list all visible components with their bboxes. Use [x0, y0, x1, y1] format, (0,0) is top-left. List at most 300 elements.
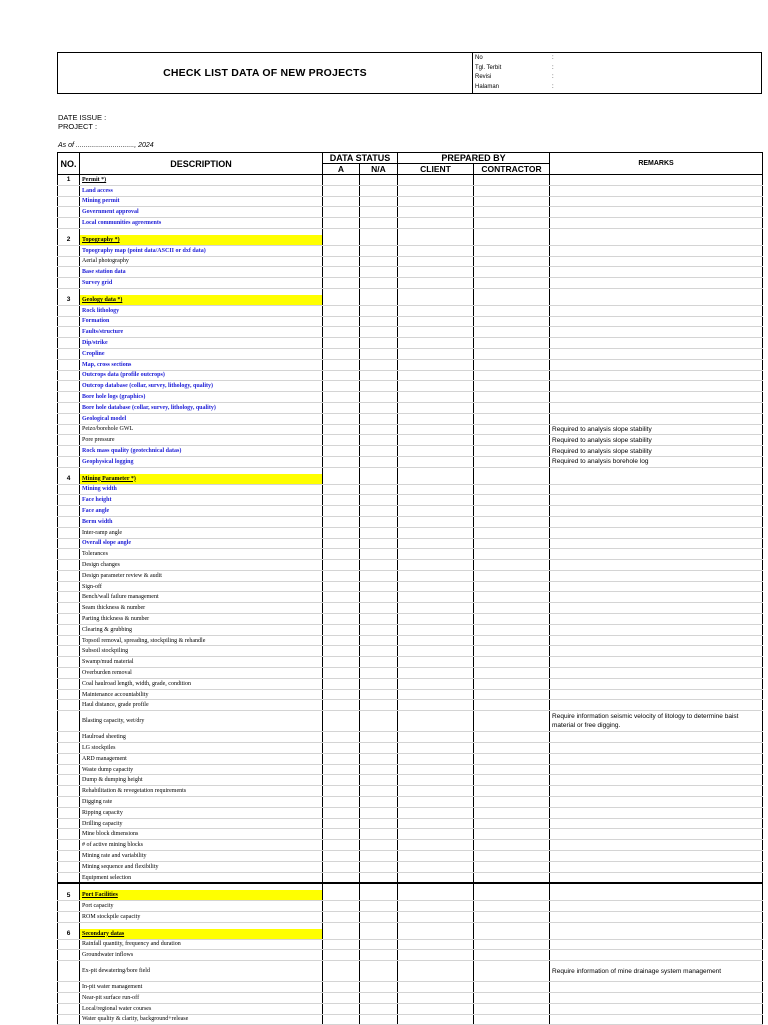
- status-a-cell: [323, 829, 360, 840]
- item-description: ROM stockpile capacity: [80, 912, 323, 923]
- status-a-cell: [323, 592, 360, 603]
- status-a-cell: [323, 218, 360, 229]
- table-row: [58, 516, 763, 527]
- table-row: [58, 689, 763, 700]
- table-row: [58, 851, 763, 862]
- item-description: Ripping capacity: [80, 807, 323, 818]
- row-number: [58, 196, 80, 207]
- row-number: [58, 484, 80, 495]
- client-cell: [398, 435, 474, 446]
- table-row: [58, 635, 763, 646]
- client-cell: [398, 207, 474, 218]
- section-number: 2: [58, 235, 80, 245]
- item-description: Parting thickness & number: [80, 614, 323, 625]
- remark-cell: [550, 786, 763, 797]
- client-cell: [398, 982, 474, 993]
- client-cell: [398, 861, 474, 872]
- status-a-cell: [323, 732, 360, 743]
- item-description: Tolerances: [80, 549, 323, 560]
- status-a-cell: [323, 305, 360, 316]
- table-row: [58, 348, 763, 359]
- table-row: [58, 381, 763, 392]
- client-cell: [398, 1003, 474, 1014]
- item-description: Digging rate: [80, 797, 323, 808]
- client-cell: [398, 603, 474, 614]
- client-cell: [398, 424, 474, 435]
- remark-cell: Required to analysis borehole log: [550, 456, 763, 467]
- item-description: Survey grid: [80, 278, 323, 289]
- contractor-cell: [474, 829, 550, 840]
- item-description: Subsoil stockpiling: [80, 646, 323, 657]
- contractor-cell: [474, 245, 550, 256]
- status-na-cell: [360, 807, 398, 818]
- status-a-cell: [323, 338, 360, 349]
- table-row: [58, 278, 763, 289]
- item-description: Groundwater inflows: [80, 950, 323, 961]
- table-row: [58, 456, 763, 467]
- table-row: [58, 700, 763, 711]
- item-description: Peizo/borehole GWL: [80, 424, 323, 435]
- client-cell: [398, 413, 474, 424]
- table-row: [58, 743, 763, 754]
- row-number: [58, 764, 80, 775]
- remark-cell: [550, 295, 763, 305]
- section-row: [58, 235, 763, 245]
- row-number: [58, 495, 80, 506]
- item-description: Base station data: [80, 267, 323, 278]
- client-cell: [398, 359, 474, 370]
- meta-value: :: [552, 64, 554, 71]
- client-cell: [398, 338, 474, 349]
- client-cell: [398, 775, 474, 786]
- row-number: [58, 992, 80, 1003]
- row-number: [58, 939, 80, 950]
- status-na-cell: [360, 939, 398, 950]
- status-na-cell: [360, 560, 398, 571]
- client-cell: [398, 267, 474, 278]
- table-row: [58, 495, 763, 506]
- status-na-cell: [360, 570, 398, 581]
- table-row: [58, 678, 763, 689]
- status-na-cell: [360, 527, 398, 538]
- table-row: [58, 764, 763, 775]
- row-number: [58, 516, 80, 527]
- contractor-cell: [474, 549, 550, 560]
- spacer-cell: [474, 883, 550, 890]
- row-number: [58, 207, 80, 218]
- remark-cell: [550, 581, 763, 592]
- table-row: [58, 402, 763, 413]
- table-row: [58, 603, 763, 614]
- meta-label: No: [475, 55, 483, 61]
- row-number: [58, 950, 80, 961]
- table-row: [58, 775, 763, 786]
- status-a-cell: [323, 359, 360, 370]
- remark-cell: [550, 413, 763, 424]
- spacer-row: [58, 883, 763, 890]
- client-cell: [398, 560, 474, 571]
- remark-cell: [550, 929, 763, 939]
- document-header: [57, 52, 762, 94]
- status-a-cell: [323, 624, 360, 635]
- item-description: Mining width: [80, 484, 323, 495]
- status-na-cell: [360, 840, 398, 851]
- row-number: [58, 982, 80, 993]
- remark-cell: [550, 256, 763, 267]
- item-description: Blasting capacity, wet/dry: [80, 711, 323, 732]
- row-number: [58, 392, 80, 403]
- status-a-cell: [323, 484, 360, 495]
- status-na-cell: [360, 218, 398, 229]
- row-number: [58, 861, 80, 872]
- remark-cell: [550, 950, 763, 961]
- item-description: Outcrop database (collar, survey, lithology, quality): [80, 381, 323, 392]
- client-cell: [398, 901, 474, 912]
- status-na-cell: [360, 929, 398, 939]
- item-description: Mine block dimensions: [80, 829, 323, 840]
- table-row: [58, 624, 763, 635]
- section-title: Port Facilities: [80, 890, 323, 900]
- row-number: [58, 872, 80, 883]
- row-number: [58, 711, 80, 732]
- status-na-cell: [360, 592, 398, 603]
- client-cell: [398, 657, 474, 668]
- client-cell: [398, 506, 474, 517]
- status-a-cell: [323, 840, 360, 851]
- table-row: [58, 732, 763, 743]
- status-a-cell: [323, 175, 360, 186]
- item-description: Topsoil removal, spreading, stockpiling & rehandle: [80, 635, 323, 646]
- remark-cell: Require information of mine drainage system management: [550, 961, 763, 982]
- client-cell: [398, 678, 474, 689]
- item-description: Geological model: [80, 413, 323, 424]
- remark-cell: [550, 743, 763, 754]
- status-a-cell: [323, 570, 360, 581]
- remark-cell: [550, 235, 763, 245]
- client-cell: [398, 818, 474, 829]
- client-cell: [398, 635, 474, 646]
- status-a-cell: [323, 267, 360, 278]
- table-row: [58, 267, 763, 278]
- status-a-cell: [323, 861, 360, 872]
- item-description: Inter-ramp angle: [80, 527, 323, 538]
- status-a-cell: [323, 982, 360, 993]
- item-description: Rehabilitation & revegetation requirements: [80, 786, 323, 797]
- contractor-cell: [474, 1003, 550, 1014]
- status-a-cell: [323, 807, 360, 818]
- status-na-cell: [360, 506, 398, 517]
- client-cell: [398, 764, 474, 775]
- status-na-cell: [360, 797, 398, 808]
- status-na-cell: [360, 603, 398, 614]
- row-number: [58, 581, 80, 592]
- status-na-cell: [360, 961, 398, 982]
- contractor-cell: [474, 807, 550, 818]
- status-na-cell: [360, 305, 398, 316]
- table-row: [58, 753, 763, 764]
- item-description: Land access: [80, 185, 323, 196]
- row-number: [58, 961, 80, 982]
- contractor-cell: [474, 207, 550, 218]
- table-row: [58, 950, 763, 961]
- client-cell: [398, 538, 474, 549]
- status-a-cell: [323, 538, 360, 549]
- contractor-cell: [474, 338, 550, 349]
- remark-cell: [550, 570, 763, 581]
- item-description: Waste dump capacity: [80, 764, 323, 775]
- client-cell: [398, 829, 474, 840]
- item-description: Berm width: [80, 516, 323, 527]
- item-description: Formation: [80, 316, 323, 327]
- remark-cell: Require information seismic velocity of litology to determine baist material or free digging.: [550, 711, 763, 732]
- status-a-cell: [323, 316, 360, 327]
- table-row: [58, 484, 763, 495]
- item-description: Haul distance, grade profile: [80, 700, 323, 711]
- row-number: [58, 592, 80, 603]
- status-a-cell: [323, 474, 360, 484]
- table-row: [58, 912, 763, 923]
- client-cell: [398, 851, 474, 862]
- remark-cell: [550, 614, 763, 625]
- section-number: 6: [58, 929, 80, 939]
- row-number: [58, 851, 80, 862]
- row-number: [58, 245, 80, 256]
- spacer-cell: [550, 883, 763, 890]
- item-description: Mining permit: [80, 196, 323, 207]
- contractor-cell: [474, 316, 550, 327]
- table-row: [58, 207, 763, 218]
- contractor-cell: [474, 657, 550, 668]
- remark-cell: [550, 370, 763, 381]
- row-number: [58, 797, 80, 808]
- item-description: # of active mining blocks: [80, 840, 323, 851]
- status-na-cell: [360, 646, 398, 657]
- client-cell: [398, 840, 474, 851]
- client-cell: [398, 392, 474, 403]
- remark-cell: [550, 327, 763, 338]
- client-cell: [398, 797, 474, 808]
- contractor-cell: [474, 861, 550, 872]
- status-a-cell: [323, 851, 360, 862]
- contractor-cell: [474, 506, 550, 517]
- status-na-cell: [360, 474, 398, 484]
- status-a-cell: [323, 657, 360, 668]
- contractor-cell: [474, 256, 550, 267]
- item-description: Faults/structure: [80, 327, 323, 338]
- client-cell: [398, 456, 474, 467]
- status-na-cell: [360, 424, 398, 435]
- status-a-cell: [323, 235, 360, 245]
- status-a-cell: [323, 207, 360, 218]
- table-row: [58, 901, 763, 912]
- contractor-cell: [474, 185, 550, 196]
- contractor-cell: [474, 392, 550, 403]
- client-cell: [398, 753, 474, 764]
- remark-cell: [550, 538, 763, 549]
- item-description: Overall slope angle: [80, 538, 323, 549]
- status-a-cell: [323, 950, 360, 961]
- status-na-cell: [360, 700, 398, 711]
- row-number: [58, 668, 80, 679]
- remark-cell: [550, 668, 763, 679]
- row-number: [58, 901, 80, 912]
- as-of-line: As of .............................., 2024: [58, 142, 154, 149]
- item-description: Equipment selection: [80, 872, 323, 883]
- row-number: [58, 327, 80, 338]
- table-row: [58, 570, 763, 581]
- row-number: [58, 786, 80, 797]
- remark-cell: [550, 381, 763, 392]
- status-a-cell: [323, 278, 360, 289]
- status-na-cell: [360, 668, 398, 679]
- remark-cell: [550, 635, 763, 646]
- item-description: Local/regional water courses: [80, 1003, 323, 1014]
- row-number: [58, 657, 80, 668]
- section-number: 4: [58, 474, 80, 484]
- status-na-cell: [360, 872, 398, 883]
- status-na-cell: [360, 678, 398, 689]
- meta-label: Revisi: [475, 74, 492, 81]
- client-cell: [398, 235, 474, 245]
- status-na-cell: [360, 381, 398, 392]
- contractor-cell: [474, 689, 550, 700]
- client-cell: [398, 614, 474, 625]
- contractor-cell: [474, 818, 550, 829]
- table-row: [58, 807, 763, 818]
- item-description: Bore hole database (collar, survey, lithology, quality): [80, 402, 323, 413]
- table-row: [58, 1014, 763, 1025]
- section-number: 5: [58, 890, 80, 900]
- contractor-cell: [474, 175, 550, 186]
- remark-cell: [550, 753, 763, 764]
- contractor-cell: [474, 929, 550, 939]
- item-description: Water quality & clarity, background+release: [80, 1014, 323, 1025]
- status-na-cell: [360, 635, 398, 646]
- header-remarks: REMARKS: [550, 153, 763, 175]
- table-row: [58, 818, 763, 829]
- row-number: [58, 775, 80, 786]
- contractor-cell: [474, 851, 550, 862]
- remark-cell: [550, 218, 763, 229]
- contractor-cell: [474, 592, 550, 603]
- contractor-cell: [474, 678, 550, 689]
- status-a-cell: [323, 635, 360, 646]
- row-number: [58, 402, 80, 413]
- remark-cell: [550, 474, 763, 484]
- remark-cell: [550, 516, 763, 527]
- document-meta: [475, 54, 760, 92]
- status-na-cell: [360, 495, 398, 506]
- row-number: [58, 700, 80, 711]
- client-cell: [398, 592, 474, 603]
- status-na-cell: [360, 549, 398, 560]
- status-a-cell: [323, 527, 360, 538]
- client-cell: [398, 689, 474, 700]
- contractor-cell: [474, 218, 550, 229]
- status-na-cell: [360, 413, 398, 424]
- client-cell: [398, 786, 474, 797]
- remark-cell: [550, 901, 763, 912]
- status-a-cell: [323, 495, 360, 506]
- remark-cell: [550, 797, 763, 808]
- status-a-cell: [323, 392, 360, 403]
- row-number: [58, 743, 80, 754]
- remark-cell: [550, 175, 763, 186]
- status-a-cell: [323, 764, 360, 775]
- contractor-cell: [474, 348, 550, 359]
- contractor-cell: [474, 581, 550, 592]
- row-number: [58, 1003, 80, 1014]
- table-row: [58, 861, 763, 872]
- table-row: [58, 435, 763, 446]
- client-cell: [398, 484, 474, 495]
- item-description: Haulroad sheeting: [80, 732, 323, 743]
- row-number: [58, 424, 80, 435]
- contractor-cell: [474, 456, 550, 467]
- row-number: [58, 624, 80, 635]
- remark-cell: [550, 912, 763, 923]
- table-row: [58, 327, 763, 338]
- status-na-cell: [360, 446, 398, 457]
- remark-cell: [550, 348, 763, 359]
- status-na-cell: [360, 348, 398, 359]
- status-na-cell: [360, 392, 398, 403]
- meta-value: :: [552, 83, 554, 90]
- contractor-cell: [474, 327, 550, 338]
- status-a-cell: [323, 295, 360, 305]
- section-number: 1: [58, 175, 80, 186]
- table-row: [58, 961, 763, 982]
- status-a-cell: [323, 872, 360, 883]
- row-number: [58, 689, 80, 700]
- remark-cell: [550, 851, 763, 862]
- remark-cell: [550, 818, 763, 829]
- contractor-cell: [474, 295, 550, 305]
- status-na-cell: [360, 775, 398, 786]
- remark-cell: [550, 1014, 763, 1025]
- item-description: Aerial photography: [80, 256, 323, 267]
- status-na-cell: [360, 1003, 398, 1014]
- meta-row-revisi: [475, 73, 760, 83]
- item-description: Port capacity: [80, 901, 323, 912]
- client-cell: [398, 646, 474, 657]
- status-a-cell: [323, 549, 360, 560]
- section-title: Mining Parameter *): [80, 474, 323, 484]
- client-cell: [398, 316, 474, 327]
- client-cell: [398, 912, 474, 923]
- item-description: Local communities agreements: [80, 218, 323, 229]
- remark-cell: [550, 527, 763, 538]
- status-a-cell: [323, 256, 360, 267]
- status-na-cell: [360, 890, 398, 900]
- client-cell: [398, 474, 474, 484]
- row-number: [58, 413, 80, 424]
- remark-cell: [550, 775, 763, 786]
- contractor-cell: [474, 446, 550, 457]
- remark-cell: [550, 592, 763, 603]
- status-na-cell: [360, 818, 398, 829]
- status-na-cell: [360, 338, 398, 349]
- table-row: [58, 982, 763, 993]
- status-na-cell: [360, 950, 398, 961]
- contractor-cell: [474, 1014, 550, 1025]
- client-cell: [398, 668, 474, 679]
- status-a-cell: [323, 581, 360, 592]
- status-a-cell: [323, 992, 360, 1003]
- table-row: [58, 218, 763, 229]
- status-a-cell: [323, 753, 360, 764]
- contractor-cell: [474, 753, 550, 764]
